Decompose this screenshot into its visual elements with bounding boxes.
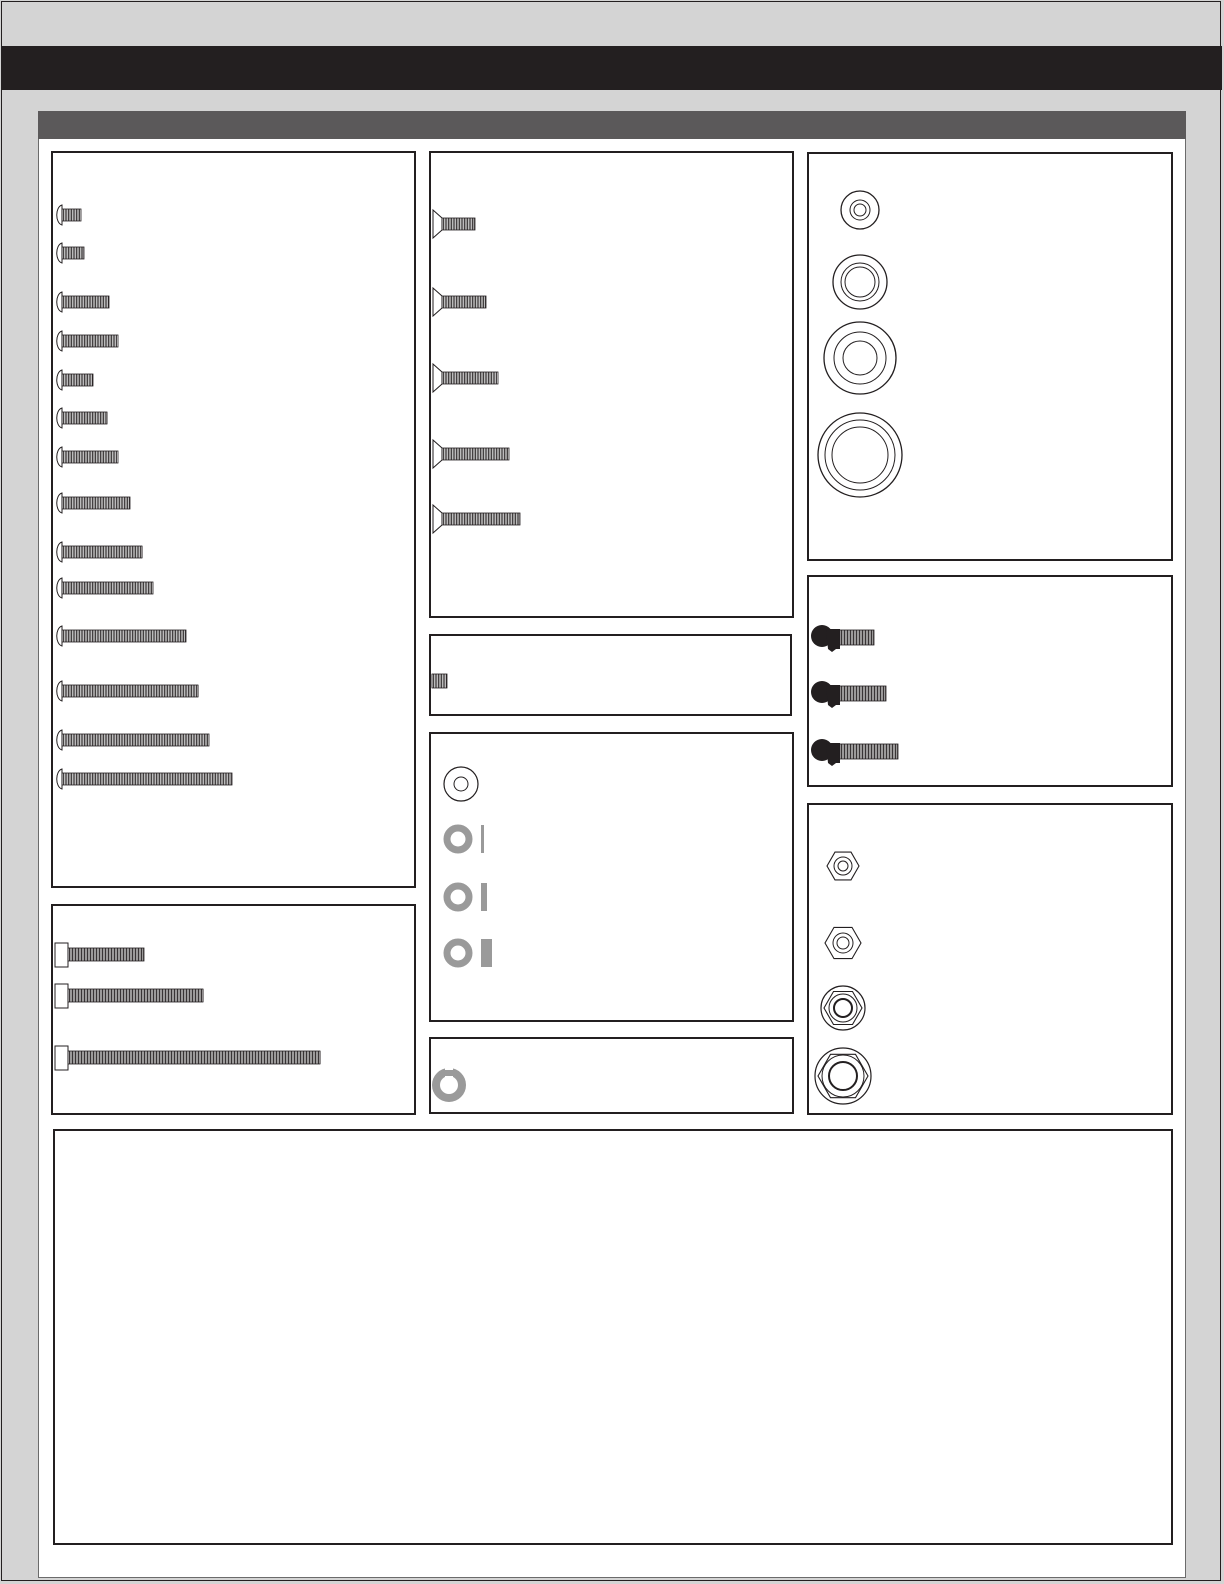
button-head-screw-icon <box>54 406 115 430</box>
button-head-screw-icon <box>54 203 89 227</box>
button-head-screw-icon <box>54 728 217 752</box>
button-head-screw-icon <box>54 679 206 703</box>
button-head-screw-icon <box>54 329 126 353</box>
lock-nut-icon <box>819 984 867 1032</box>
e-clip-icon <box>432 1068 468 1102</box>
button-head-screw-icon <box>54 491 138 515</box>
lock-nut-icon <box>825 848 861 884</box>
button-head-screw-icon <box>54 540 150 564</box>
flat-head-screw-icon <box>431 287 493 317</box>
button-head-screw-icon <box>54 241 92 265</box>
ball-stud-icon <box>810 737 904 767</box>
washer-icon <box>443 881 503 913</box>
set-screw-box <box>429 634 792 716</box>
flat-head-screw-icon <box>431 439 516 469</box>
ball-stud-icon <box>810 679 892 709</box>
button-head-screw-icon <box>54 624 194 648</box>
washer-icon <box>442 765 480 803</box>
cap-screw-icon <box>54 983 209 1009</box>
lock-nut-icon <box>823 923 863 963</box>
button-head-screw-icon <box>54 368 101 392</box>
button-head-screw-icon <box>54 576 161 600</box>
flat-head-screw-icon <box>431 504 527 534</box>
lock-nut-icon <box>813 1046 873 1106</box>
button-head-screw-icon <box>54 767 240 791</box>
washer-icon <box>831 253 889 311</box>
cap-screw-icon <box>54 942 150 968</box>
set-screw-icon <box>431 672 451 690</box>
flat-head-screw-icon <box>431 363 505 393</box>
small-washers-box <box>429 732 794 1022</box>
e-clip-box <box>429 1037 794 1114</box>
washer-icon <box>816 411 904 499</box>
flat-head-screw-icon <box>431 209 482 239</box>
cap-screw-icon <box>54 1045 326 1071</box>
washer-icon <box>839 189 881 231</box>
notes-box <box>53 1129 1173 1545</box>
button-head-screw-icon <box>54 290 117 314</box>
washer-icon <box>443 937 503 969</box>
button-head-screw-icon <box>54 445 126 469</box>
hardware-panel-header <box>38 111 1186 139</box>
ball-stud-icon <box>810 623 880 653</box>
washer-icon <box>822 320 898 396</box>
socket-head-cap-screws-box <box>51 904 416 1115</box>
washer-icon <box>443 823 503 855</box>
page-header-band <box>2 46 1222 90</box>
